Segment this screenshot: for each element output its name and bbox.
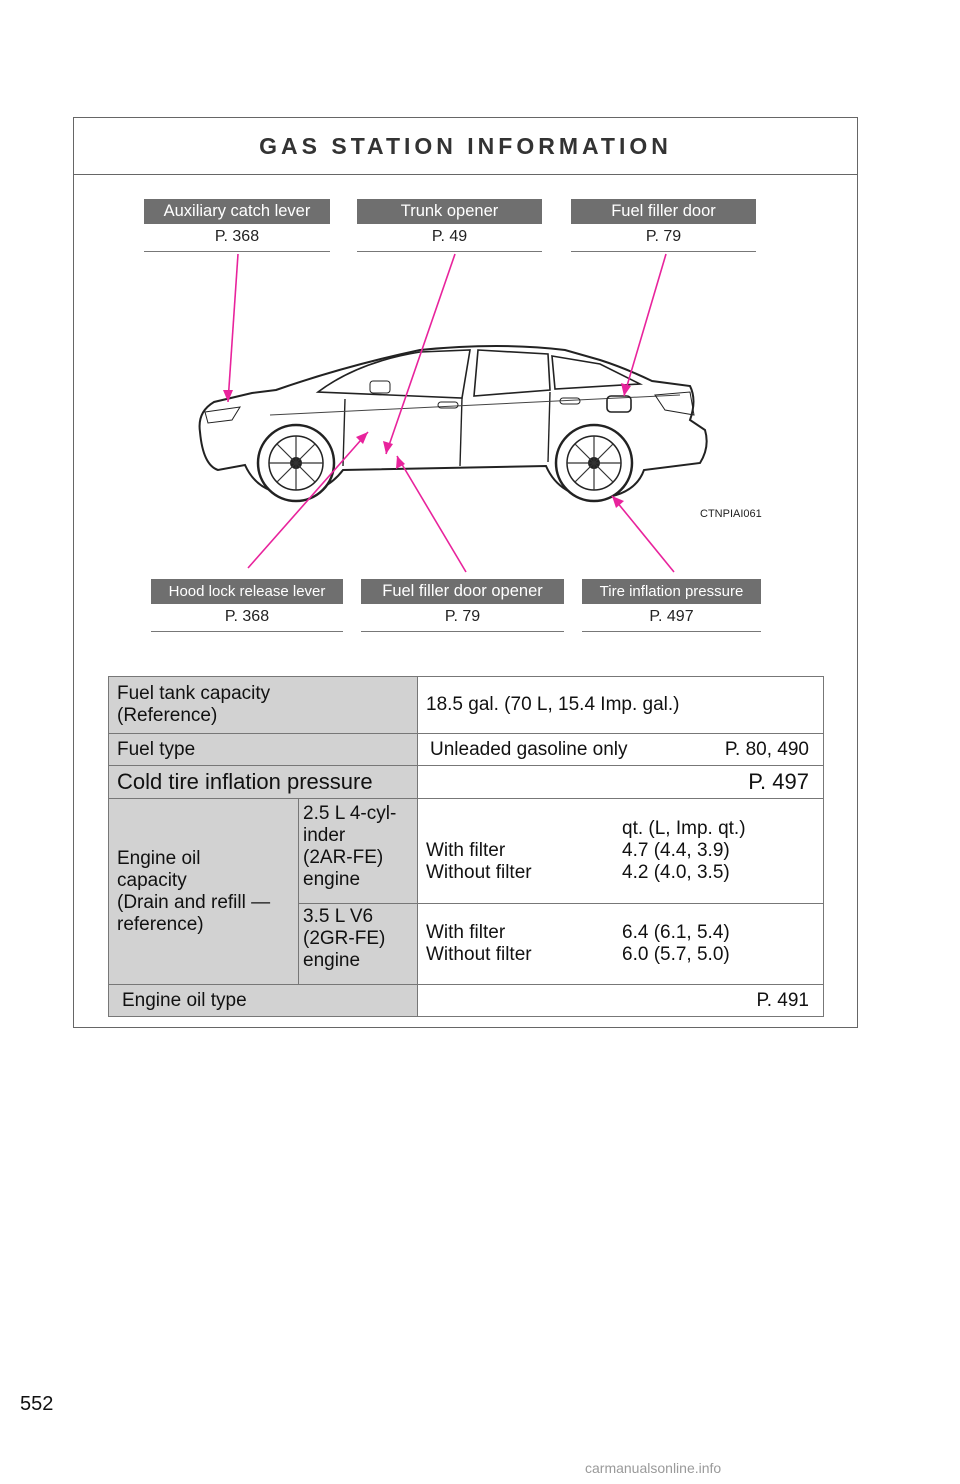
fuel-type-value: Unleaded gasoline only: [430, 738, 628, 760]
table-row-engine-oil-type: [109, 985, 824, 1017]
table-row-fuel-tank: [109, 677, 824, 734]
car-illustration: [0, 0, 960, 680]
engine-2ar-line4: engine: [303, 869, 361, 890]
engine-oil-label-capacity: capacity: [117, 869, 187, 891]
oil-type-label: Engine oil type: [122, 989, 247, 1011]
without-filter-label: Without filter: [426, 862, 532, 883]
callout-label: Hood lock release lever: [151, 579, 343, 604]
figure-code: CTNPIAI061: [700, 508, 762, 520]
callout-hood-lock-release-lever: [151, 579, 343, 632]
fuel-type-page-ref[interactable]: P. 80, 490: [724, 738, 809, 760]
table-row-tire-pressure: [109, 766, 824, 799]
with-filter-label: With filter: [426, 840, 506, 861]
engine-oil-label-reference: reference): [117, 913, 204, 935]
engine-2ar-line1: 2.5 L 4-cyl-: [303, 803, 397, 824]
callout-page-ref[interactable]: P. 79: [361, 604, 564, 632]
table-row-engine-oil-2ar: [109, 799, 824, 904]
callout-page-ref[interactable]: P. 368: [151, 604, 343, 632]
engine-2gr-capacity-cell: [418, 904, 824, 985]
oil-type-value-cell: [418, 985, 824, 1017]
with-filter-label: With filter: [426, 922, 506, 943]
page-title: GAS STATION INFORMATION: [259, 132, 672, 159]
engine-2ar-line3: (2AR-FE): [303, 847, 384, 868]
fuel-tank-label-cell: [109, 677, 418, 734]
tire-pressure-page-ref[interactable]: P. 497: [748, 769, 809, 794]
callout-label: Tire inflation pressure: [582, 579, 761, 604]
engine-oil-label-cell: [109, 799, 299, 985]
engine-2gr-cell: [299, 904, 418, 985]
engine-2ar-cell: [299, 799, 418, 904]
engine-2gr-line1: 3.5 L V6: [303, 906, 374, 927]
with-filter-value: 6.4 (6.1, 5.4): [622, 922, 730, 943]
callout-page-ref[interactable]: P. 79: [571, 224, 756, 252]
fuel-type-label: Fuel type: [117, 738, 196, 760]
without-filter-label: Without filter: [426, 944, 532, 965]
callout-tire-inflation-pressure: [582, 579, 761, 632]
engine-2ar-capacity-cell: [418, 799, 824, 904]
callout-label: Trunk opener: [357, 199, 542, 224]
capacity-unit: qt. (L, Imp. qt.): [622, 818, 746, 839]
fuel-tank-value: 18.5 gal. (70 L, 15.4 Imp. gal.): [426, 694, 680, 715]
tire-pressure-label: Cold tire inflation pressure: [117, 769, 373, 794]
watermark: carmanualsonline.info: [585, 1460, 722, 1476]
engine-2gr-line2: (2GR-FE): [303, 928, 386, 949]
callout-label: Fuel filler door opener: [361, 579, 564, 604]
callout-page-ref[interactable]: P. 497: [582, 604, 761, 632]
callout-page-ref[interactable]: P. 49: [357, 224, 542, 252]
fuel-tank-label-ref: (Reference): [117, 705, 218, 726]
callout-fuel-filler-door-opener: [361, 579, 564, 632]
without-filter-value: 4.2 (4.0, 3.5): [622, 862, 730, 883]
engine-2gr-line3: engine: [303, 950, 361, 971]
with-filter-value: 4.7 (4.4, 3.9): [622, 840, 730, 861]
fuel-tank-label: Fuel tank capacity: [117, 683, 271, 704]
engine-2ar-line2: inder: [303, 825, 346, 846]
callout-label: Auxiliary catch lever: [144, 199, 330, 224]
table-row-fuel-type: [109, 734, 824, 766]
fuel-type-label-cell: [109, 734, 418, 766]
without-filter-value: 6.0 (5.7, 5.0): [622, 944, 730, 965]
callout-page-ref[interactable]: P. 368: [144, 224, 330, 252]
engine-oil-label-drain: (Drain and refill —: [117, 891, 271, 913]
fuel-type-value-cell: [418, 734, 824, 766]
oil-type-label-cell: [109, 985, 418, 1017]
oil-type-page-ref[interactable]: P. 491: [756, 989, 809, 1011]
page-number: 552: [20, 1393, 54, 1415]
fuel-tank-value-cell: [418, 677, 824, 734]
engine-oil-label: Engine oil: [117, 847, 201, 869]
spec-table: [108, 676, 824, 1017]
tire-pressure-value-cell: [418, 766, 824, 799]
tire-pressure-label-cell: [109, 766, 418, 799]
callout-label: Fuel filler door: [571, 199, 756, 224]
